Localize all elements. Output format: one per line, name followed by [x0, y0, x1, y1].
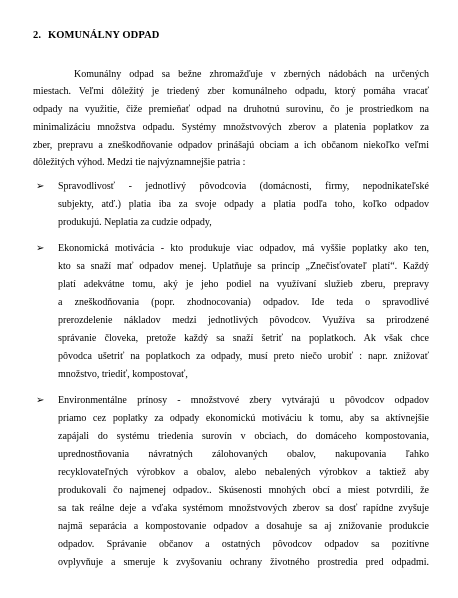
bullet-marker-icon: ➢	[36, 181, 45, 192]
section-number: 2.	[33, 30, 42, 41]
bullet-text-line: platí adekvátne tomu, aký je jeho podiel na využívaní služieb zberu, prepravy	[58, 279, 429, 290]
bullet-text-line: uprednostňovania návratných zálohovaných obalov, nakupovania ľahko	[58, 449, 429, 460]
bullet-text-line: produkujú. Neplatia za cudzie odpady,	[58, 217, 212, 228]
bullet-text-line: pôvodca ušetriť na poplatkoch za odpady, musí preto niečo urobiť : napr. znižovať	[58, 351, 429, 362]
bullet-text-line: produkovali čo najmenej odpadov.. Skúsenosti mnohých obcí a miest potvrdili, že	[58, 485, 429, 496]
bullet-text-line: Ekonomická motivácia - kto produkuje viac odpadov, má vyššie poplatky ako ten,	[58, 243, 429, 254]
bullet-text-line: sa tak reálne deje a vďaka systémom množstvových zberov sa dosť rapídne zvyšuje	[58, 503, 429, 514]
bullet-text-line: správanie človeka, pretože každý sa snaží šetriť na poplatkoch. Ak však chce	[58, 333, 429, 344]
paragraph-line: dôležitých výhod. Medzi tie najvýznamnejšie patria :	[33, 157, 246, 168]
bullet-text-line: priamo cez poplatky za odpady ekonomickú motiváciu k tomu, aby sa aktívnejšie	[58, 413, 429, 424]
bullet-text-line: odpadov. Správanie občanov a ostatných pôvodcov odpadov sa pozitívne	[58, 539, 429, 550]
bullet-text-line: zapájali do systému triedenia surovín v obciach, do domáceho kompostovania,	[58, 431, 429, 442]
bullet-text-line: subjekty, atď.) platia iba za svoje odpady a platia podľa toho, koľko odpadov	[58, 199, 429, 210]
bullet-text-line: kto sa snaží mať odpadov menej. Uplatňuje sa princíp „Znečisťovateľ platí“. Každý	[58, 261, 429, 272]
bullet-text-line: množstvo, triediť, kompostovať,	[58, 369, 188, 380]
paragraph-line: minimalizáciu množstva odpadu. Systémy množstvových zberov a platenia poplatkov za	[33, 122, 429, 133]
section-title: KOMUNÁLNY ODPAD	[48, 30, 160, 41]
section-heading	[33, 30, 159, 41]
paragraph-line: Komunálny odpad sa bežne zhromažďuje v zberných nádobách na určených	[74, 69, 429, 80]
bullet-text-line: recyklovateľných výrobkov a obalov, alebo nebalených výrobkov a taktiež aby	[58, 467, 429, 478]
paragraph-line: zber, prepravu a zneškodňovanie odpadov prinášajú obciam a ich občanom niekoľko veľmi	[33, 140, 429, 151]
bullet-text-line: ovplyvňuje a smeruje k zvyšovaniu ochrany životného prostredia pred odpadmi.	[58, 557, 429, 568]
bullet-text-line: Environmentálne prínosy - množstvové zbery vytvárajú u pôvodcov odpadov	[58, 395, 429, 406]
paragraph-line: odpady na využitie, čiže premieňať odpad na druhotnú surovinu, čo je prostriedkom na	[33, 104, 429, 115]
paragraph-line: miestach. Veľmi dôležitý je triedený zber komunálneho odpadu, ktorý pomáha vracať	[33, 86, 429, 97]
bullet-text-line: prerozdelenie nákladov medzi jednotlivých pôvodcov. Využíva sa prirodzené	[58, 315, 429, 326]
bullet-marker-icon: ➢	[36, 395, 45, 406]
bullet-text-line: najmä separácia a kompostovanie odpadov a dosahuje sa aj znižovanie produkcie	[58, 521, 429, 532]
bullet-text-line: Spravodlivosť - jednotlivý pôvodcovia (domácnosti, firmy, nepodnikateľské	[58, 181, 429, 192]
bullet-text-line: a zneškodňovania (popr. zhodnocovania) odpadov. Ide teda o spravodlivé	[58, 297, 429, 308]
bullet-marker-icon: ➢	[36, 243, 45, 254]
